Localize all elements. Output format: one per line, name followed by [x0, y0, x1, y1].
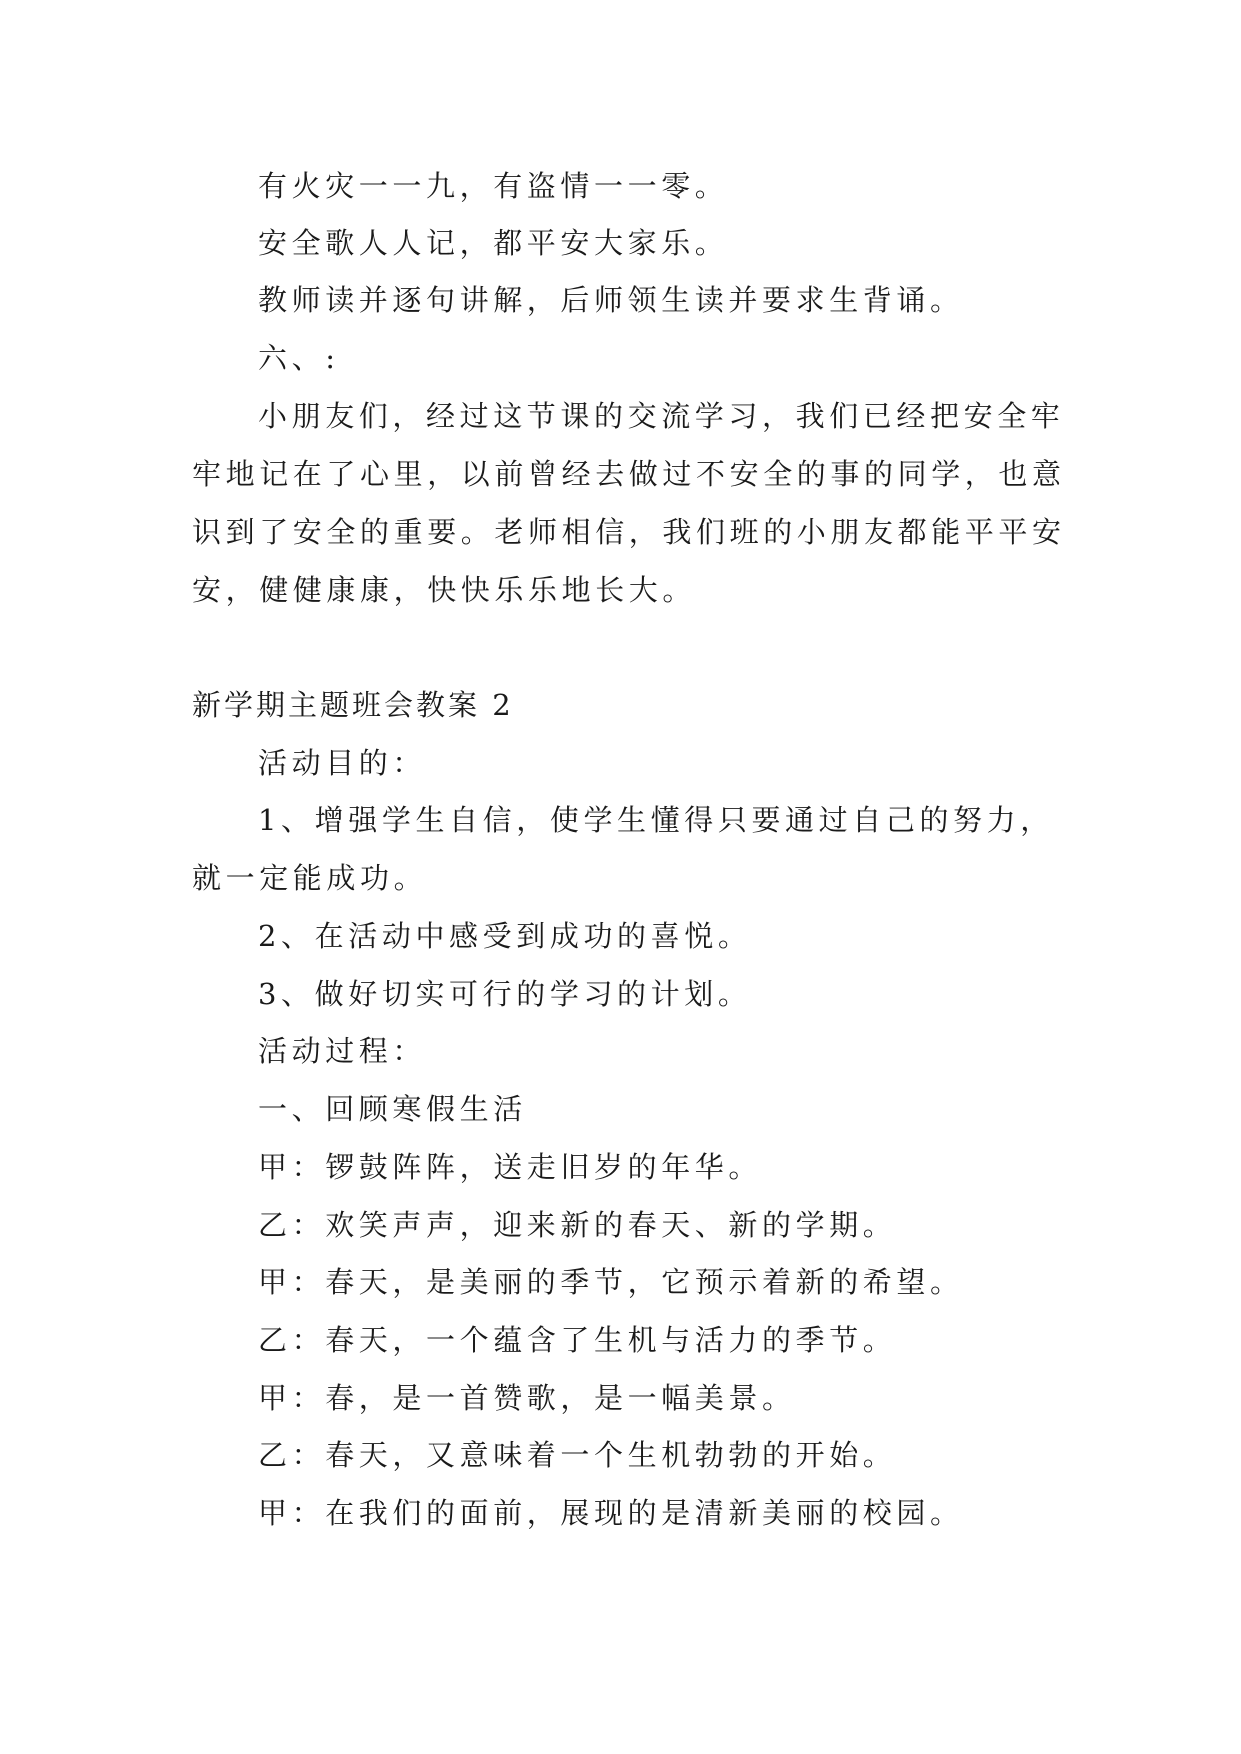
dialogue-line: 甲：在我们的面前，展现的是清新美丽的校园。	[258, 1496, 964, 1530]
dialogue-line: 甲：春，是一首赞歌，是一幅美景。	[258, 1381, 796, 1415]
section-title: 新学期主题班会教案 2	[192, 688, 514, 722]
purpose-heading: 活动目的：	[258, 746, 427, 780]
dialogue-line: 乙：春天，一个蕴含了生机与活力的季节。	[258, 1323, 897, 1357]
closing-line-1: 小朋友们，经过这节课的交流学习，我们已经把安全牢	[258, 399, 1065, 433]
dialogue-line: 甲：锣鼓阵阵，送走旧岁的年华。	[258, 1150, 763, 1184]
goal-1-line-1: 1、增强学生自信，使学生懂得只要通过自己的努力，	[258, 803, 1054, 837]
process-heading: 活动过程：	[258, 1034, 427, 1068]
step-1-heading: 一、回顾寒假生活	[258, 1092, 527, 1126]
closing-line-3: 识到了安全的重要。老师相信，我们班的小朋友都能平平安	[192, 515, 1066, 549]
closing-line-2: 牢地记在了心里，以前曾经去做过不安全的事的同学，也意	[192, 457, 1066, 491]
paragraph-fire-police: 有火灾一一九，有盗情一一零。	[258, 169, 729, 203]
paragraph-teacher-reads: 教师读并逐句讲解，后师领生读并要求生背诵。	[258, 283, 964, 317]
goal-2: 2、在活动中感受到成功的喜悦。	[258, 919, 752, 953]
goal-1-line-2: 就一定能成功。	[192, 861, 428, 895]
paragraph-section-six: 六、:	[258, 341, 340, 375]
paragraph-safety-song: 安全歌人人记，都平安大家乐。	[258, 226, 729, 260]
goal-3: 3、做好切实可行的学习的计划。	[258, 977, 752, 1011]
closing-line-4: 安，健健康康，快快乐乐地长大。	[192, 573, 697, 607]
dialogue-line: 甲：春天，是美丽的季节，它预示着新的希望。	[258, 1265, 964, 1299]
dialogue-line: 乙：春天，又意味着一个生机勃勃的开始。	[258, 1438, 897, 1472]
dialogue-line: 乙：欢笑声声，迎来新的春天、新的学期。	[258, 1208, 897, 1242]
